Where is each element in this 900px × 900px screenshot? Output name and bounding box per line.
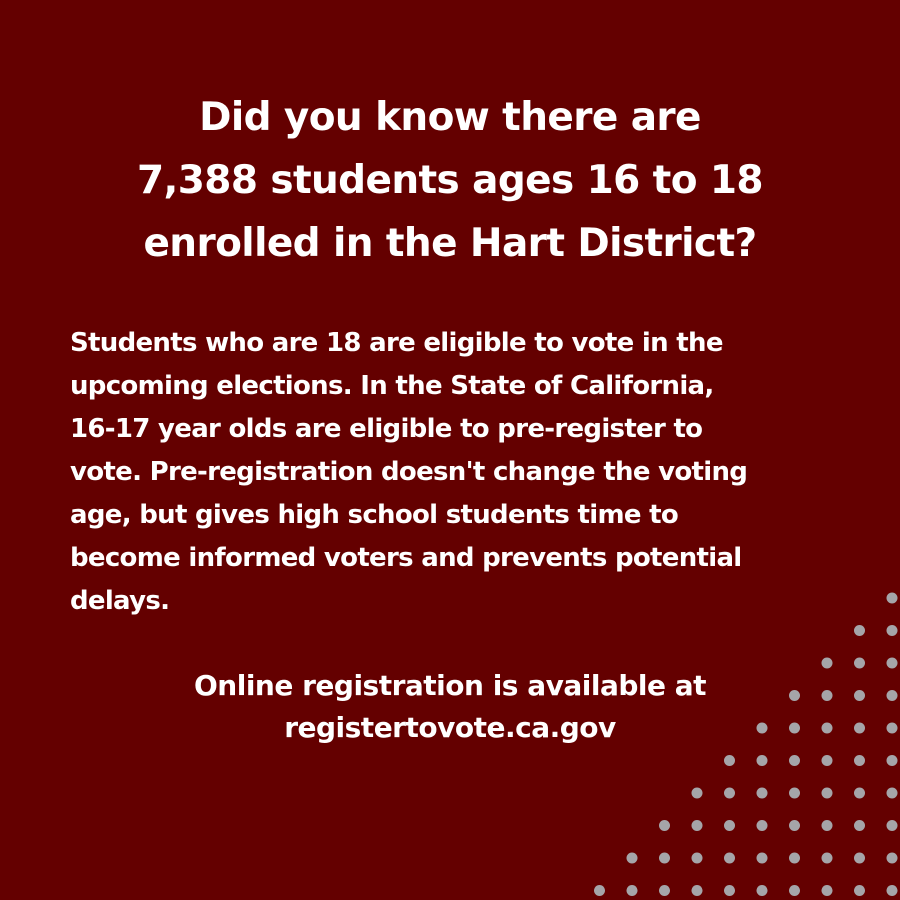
dot: [789, 820, 800, 831]
dot: [854, 755, 865, 766]
dot: [724, 755, 735, 766]
dot: [627, 885, 638, 896]
body-line: vote. Pre-registration doesn't change the voting: [70, 457, 748, 487]
dot: [692, 788, 703, 799]
headline-line: 7,388 students ages 16 to 18: [137, 158, 763, 203]
dot: [822, 690, 833, 701]
dot: [854, 723, 865, 734]
body-line: 16-17 year olds are eligible to pre-register to: [70, 414, 703, 444]
body-line: upcoming elections. In the State of California,: [70, 371, 714, 401]
dot: [757, 885, 768, 896]
dot: [822, 853, 833, 864]
dot: [822, 755, 833, 766]
dot: [724, 853, 735, 864]
dot: [757, 853, 768, 864]
dot: [757, 755, 768, 766]
dot: [887, 820, 898, 831]
dot: [757, 723, 768, 734]
dot: [854, 788, 865, 799]
dot: [627, 853, 638, 864]
dot: [757, 820, 768, 831]
dot: [854, 820, 865, 831]
headline-line: Did you know there are: [199, 95, 701, 140]
headline-line: enrolled in the Hart District?: [143, 221, 757, 266]
dot: [724, 788, 735, 799]
dot: [887, 885, 898, 896]
dot: [594, 885, 605, 896]
dot: [822, 723, 833, 734]
dot: [659, 820, 670, 831]
dot: [789, 885, 800, 896]
dot: [887, 593, 898, 604]
dot: [854, 625, 865, 636]
dot: [887, 658, 898, 669]
body-line: age, but gives high school students time to: [70, 500, 679, 530]
dot: [789, 788, 800, 799]
dot: [887, 625, 898, 636]
dot: [789, 853, 800, 864]
dot: [692, 820, 703, 831]
registration-url: registertovote.ca.gov: [284, 711, 616, 744]
dot: [659, 853, 670, 864]
dot: [692, 853, 703, 864]
dot: [822, 885, 833, 896]
dot: [854, 885, 865, 896]
dot: [822, 658, 833, 669]
dot: [692, 885, 703, 896]
dot: [887, 755, 898, 766]
dot: [854, 658, 865, 669]
body-line: delays.: [70, 586, 170, 616]
dot: [724, 820, 735, 831]
dot: [887, 690, 898, 701]
dot: [724, 885, 735, 896]
dot: [659, 885, 670, 896]
dot: [854, 853, 865, 864]
dot: [789, 690, 800, 701]
cta-line: Online registration is available at: [194, 669, 706, 702]
body-line: Students who are 18 are eligible to vote in the: [70, 328, 723, 358]
dot: [757, 788, 768, 799]
dot: [887, 853, 898, 864]
dot: [789, 723, 800, 734]
dot: [854, 690, 865, 701]
dot: [887, 723, 898, 734]
dot: [887, 788, 898, 799]
dot: [789, 755, 800, 766]
body-line: become informed voters and prevents potential: [70, 543, 742, 573]
dot: [822, 820, 833, 831]
dot: [822, 788, 833, 799]
